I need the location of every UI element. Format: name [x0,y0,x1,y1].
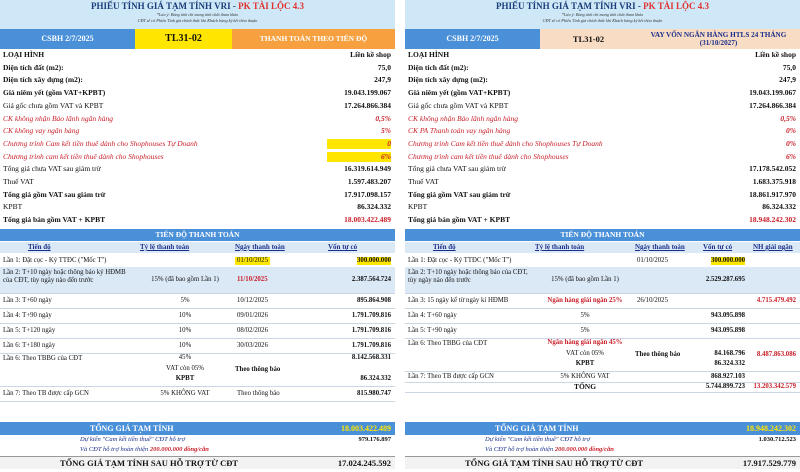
row-amount: 868.927.103 [711,372,745,380]
info-value: 18.003.422.489 [344,215,391,225]
support-value: 1.030.712.523 [758,436,796,443]
info-row [405,189,800,201]
schedule-title: TIẾN ĐỘ THANH TOÁN [0,229,395,241]
info-value: 6% [786,151,796,161]
sheet-title: PHIẾU TÍNH GIÁ TẠM TÍNH VRI - PK TÀI LỘC 4.3 [91,1,304,11]
info-label: Chương trình cam kết tiền thuê dành cho Shophouses [3,151,164,161]
schedule-row [0,254,395,268]
right-quote-sheet [405,0,800,472]
schedule-row [405,254,800,268]
row-ratio: Ngân hàng giải ngân 25% [547,296,623,304]
note-line-2: CĐT sẽ có Phiếu Tính giá chính thức khi Khách hàng ký kết thỏa thuận [137,17,258,23]
fitout-amount: 200.000.000 đồng/căn [554,446,614,453]
row-date: 10/12/2025 [237,296,268,304]
info-label: Chương trình Cam kết tiền thuê dành cho Shophouses Tự Doanh [3,138,198,148]
info-row [0,201,395,213]
info-row [0,100,395,112]
info-row [0,189,395,201]
total-band [0,422,395,435]
header-stage: Tiến độ [433,243,456,251]
grand-total-value: 17.917.529.779 [742,458,796,468]
row-ratio: 5% [580,311,590,319]
support-note [0,435,395,445]
info-value: 247,9 [374,75,391,85]
schedule-row [405,308,800,324]
row-stage: Lần 2: T+10 ngày hoặc thông báo của CĐT, tùy ngày nào đến trước [408,269,528,284]
info-label: CK không vay ngân hàng [3,126,80,136]
unit-code: TL31-02 [540,29,637,49]
row-date: Theo thông báo [635,350,681,358]
row-ratio: Ngân hàng giải ngân 45% [547,339,623,346]
info-value: 75,0 [782,62,796,72]
info-row [0,113,395,125]
row-ratio: 5% KHÔNG VAT [560,372,610,380]
row-date: 11/10/2025 [237,276,268,283]
info-row [405,100,800,112]
row-loan: 8.487.863.086 [756,350,796,358]
info-row [405,74,800,86]
note-line-2: CĐT sẽ có Phiếu Tính giá chính thức khi Khách hàng ký kết thỏa thuận [542,17,663,23]
row-stage: Lần 2: T+10 ngày hoặc thông báo ký HĐMB của CĐT, tùy ngày nào đến trước [3,269,126,284]
info-label: Tổng giá chưa VAT sau giảm trừ [408,164,506,174]
sheet-title: PHIẾU TÍNH GIÁ TẠM TÍNH VRI - PK TÀI LỘC 4.3 [496,1,709,11]
row-ratio: 15% (đã bao gồm Lần 1) [551,276,619,283]
info-row [0,214,395,226]
info-value: 17.178.542.052 [749,164,796,174]
info-value: 17.264.866.384 [749,100,796,110]
row-ratio: 5% [580,326,590,334]
row-ratio: TỔNG [573,382,597,391]
row-stage: Lần 7: Theo TB được cấp GCN [408,372,494,380]
row-loan: 13.203.342.579 [753,383,796,390]
fitout-note [405,445,800,455]
row-ratio: 45% [178,354,192,361]
row-amount: 300.000.000 [357,256,391,264]
schedule-row [0,353,395,387]
info-label: Tổng giá bán gồm VAT + KPBT [3,215,106,225]
highlight-box [327,139,391,149]
row-date: 09/01/2026 [237,311,268,319]
row-amount: 2.529.287.695 [705,276,745,283]
row-amount: 815.980.747 [357,389,391,397]
info-value: 6% [381,151,391,161]
info-label: Diện tích xây dựng (m2): [408,75,488,85]
info-row [405,176,800,188]
row-stage: Lần 6: Theo TBBG của CĐT [408,340,488,347]
fitout-amount: 200.000.000 đồng/căn [149,446,209,453]
row-stage: Lần 7: Theo TB được cấp GCN [3,389,89,397]
info-label: Diện tích xây dựng (m2): [3,75,83,85]
row-stage: Lần 5: T+120 ngày [3,326,56,334]
info-value: 0% [786,138,796,148]
grand-total-value: 17.024.245.592 [337,458,391,468]
info-row [0,176,395,188]
schedule-row [0,386,395,402]
info-value: 247,9 [779,75,796,85]
info-label: Thuế VAT [3,177,34,186]
info-value: Liền kề shop [350,50,391,59]
fitout-note [0,445,395,455]
row-ratio: 5% KHÔNG VAT [160,389,210,397]
info-row [405,163,800,175]
row-ratio: 10% [178,341,192,349]
support-label: Dự kiến "Cam kết tiền thuê" CĐT hỗ trợ [485,436,591,443]
info-value: 17.917.098.157 [344,189,391,199]
schedule-row [405,267,800,294]
row-date: 08/02/2026 [237,326,268,334]
info-row [0,62,395,74]
project-name: PK TÀI LỘC 4.3 [643,1,709,11]
row-date: Theo thông báo [235,365,281,373]
schedule-row [0,338,395,354]
info-value: 86.324.332 [357,202,391,212]
info-row [405,138,800,150]
info-value: 17.264.866.384 [344,100,391,110]
info-row [0,87,395,99]
row-amount: 943.095.898 [711,311,745,319]
info-row [0,74,395,86]
left-quote-sheet [0,0,395,472]
info-row [405,62,800,74]
info-row [405,151,800,163]
sheet-header [0,0,395,29]
total-band [405,422,800,435]
info-row [405,201,800,213]
row-stage: Lần 4: T+60 ngày [408,311,457,319]
payment-plan: THANH TOÁN THEO TIẾN ĐỘ [232,29,395,49]
row-ratio: 5% [180,296,190,304]
row-date: 30/03/2026 [237,341,268,349]
info-label: Diện tích đất (m2): [3,62,64,72]
row-amount: 5.744.899.723 [705,383,745,390]
info-label: Giá niêm yết (gồm VAT+KPBT) [408,88,511,98]
info-value: 0,5% [375,113,391,123]
row-amount: 1.791.709.816 [351,341,391,349]
sheet-bar [0,29,395,49]
row-amount: 895.864.908 [357,296,391,304]
info-row [0,49,395,61]
info-value: 18.948.242.302 [749,215,796,225]
row-ratio-kpbt: KPBT [575,360,595,367]
header-amount: Vốn tự có [703,243,733,251]
info-label: Diện tích đất (m2): [408,62,469,72]
sheet-header [405,0,800,29]
info-label: CK PA Thanh toán vay ngân hàng [408,126,511,136]
schedule-row [405,323,800,339]
row-loan: 4.715.479.492 [756,296,796,304]
info-label: Chương trình cam kết tiền thuê dành cho Shophouses [408,151,569,161]
project-name: PK TÀI LỘC 4.3 [238,1,304,11]
row-date: 01/10/2025 [637,256,668,264]
row-stage: Lần 5: T+90 ngày [408,326,457,334]
total-label: TỔNG GIÁ TẠM TÍNH [495,424,579,433]
header-ratio: Tỷ lệ thanh toán [140,243,190,251]
row-stage: Lần 3: T+60 ngày [3,296,52,304]
info-label: Giá niêm yết (gồm VAT+KPBT) [3,88,106,98]
note-line-1: *Lưu ý: Bảng tính chỉ mang tính chất tham khảo [156,12,239,17]
sheet-bar [405,29,800,49]
grand-total [0,456,395,469]
info-value: 86.324.332 [762,202,796,212]
schedule-row [405,293,800,309]
header-amount: Vốn tự có [328,243,358,251]
row-stage: Lần 3: 15 ngày kể từ ngày kí HĐMB [408,296,509,304]
row-stage: Lần 6: T+180 ngày [3,341,56,349]
row-amount: 8.142.568.331 [351,354,391,361]
support-label: Dự kiến "Cam kết tiền thuê" CĐT hỗ trợ [80,436,186,443]
schedule-header [405,242,800,253]
info-value: 0 [387,138,391,148]
row-amount-kpbt: 86.324.332 [360,375,391,382]
fitout-label [485,445,614,455]
header-ratio: Tỷ lệ thanh toán [535,243,585,251]
total-label: TỔNG GIÁ TẠM TÍNH [90,424,174,433]
info-value: 5% [381,126,391,136]
info-row [405,87,800,99]
info-value: 0,5% [780,113,796,123]
row-ratio-vat: VAT còn 05% [566,350,604,357]
note-line-1: *Lưu ý: Bảng tính chỉ mang tính chất tham khảo [561,12,644,17]
info-value: 19.043.199.067 [749,88,796,98]
info-label: Giá gốc chưa gồm VAT và KPBT [3,100,104,110]
row-ratio: 10% [178,326,192,334]
header-stage: Tiến độ [28,243,51,251]
info-label: Giá gốc chưa gồm VAT và KPBT [408,100,509,110]
info-value: 1.683.375.918 [752,177,796,186]
grand-total [405,456,800,469]
info-label: LOẠI HÌNH [408,50,450,59]
info-value: 18.861.917.970 [749,189,796,199]
grand-total-label: TỔNG GIÁ TẠM TÍNH SAU HỖ TRỢ TỪ CĐT [60,458,239,468]
info-label: Tổng giá bán gồm VAT + KPBT [408,215,511,225]
schedule-title: TIẾN ĐỘ THANH TOÁN [405,229,800,241]
info-value: Liền kề shop [755,50,796,59]
schedule-header [0,242,395,253]
support-note [405,435,800,445]
row-amount: 300.000.000 [711,256,745,264]
info-value: 0% [786,126,796,136]
info-value: 19.043.199.067 [344,88,391,98]
info-label: KPBT [3,202,23,212]
row-date: Theo thông báo [237,389,280,397]
info-value: 75,0 [377,62,391,72]
row-amount: 2.387.564.724 [351,276,391,283]
info-label: Tổng giá gồm VAT sau giảm trừ [3,189,106,199]
info-label: Chương trình Cam kết tiền thuê dành cho Shophouses Tự Doanh [408,138,603,148]
row-ratio-kpbt: KPBT [175,375,195,382]
info-row [0,138,395,150]
row-stage: Lần 1: Đặt cọc - Ký TTĐC ("Mốc T") [3,256,107,264]
info-row [405,113,800,125]
row-amount-kpbt: 86.324.332 [714,360,745,367]
row-amount: 1.791.709.816 [351,326,391,334]
info-value: 1.597.483.207 [347,177,391,186]
info-label: CK không nhận Bảo lãnh ngân hàng [3,113,113,123]
info-row [0,151,395,163]
total-value: 18.948.242.302 [746,424,796,433]
csbh-label: CSBH 2/7/2025 [446,34,499,43]
row-stage: Lần 1: Đặt cọc - Ký TTĐC ("Mốc T") [408,256,512,264]
schedule-row [405,338,800,372]
schedule-row [0,323,395,339]
payment-plan: VAY VỐN NGÂN HÀNG HTLS 24 THÁNG (31/10/2027) [637,29,800,49]
info-label: LOẠI HÌNH [3,50,45,59]
info-label: Tổng giá gồm VAT sau giảm trừ [408,189,511,199]
info-row [405,214,800,226]
header-date: Ngày thanh toán [235,243,285,251]
row-stage: Lần 6: Theo TBBG của CĐT [3,355,83,362]
support-value: 979.176.897 [358,436,391,443]
row-ratio-vat: VAT còn 05% [166,365,204,372]
info-row [0,163,395,175]
info-label: CK không nhận Bảo lãnh ngân hàng [408,113,518,123]
info-label: KPBT [408,202,428,212]
fitout-prefix: Và CĐT hỗ trợ hoàn thiện [485,446,555,453]
row-ratio: 10% [178,311,192,319]
info-row [405,49,800,61]
header-loan: NH giải ngân [753,243,793,251]
row-amount: 1.791.709.816 [351,311,391,319]
row-amount: 943.095.898 [711,326,745,334]
csbh-label: CSBH 2/7/2025 [41,34,94,43]
schedule-row [0,293,395,309]
info-label: Tổng giá chưa VAT sau giảm trừ [3,164,101,174]
row-date: 01/10/2025 [237,256,268,264]
fitout-prefix: Và CĐT hỗ trợ hoàn thiện [80,446,150,453]
info-row [405,125,800,137]
header-date: Ngày thanh toán [635,243,685,251]
schedule-row [0,308,395,324]
total-value: 18.003.422.489 [341,424,391,433]
info-row [0,125,395,137]
unit-code: TL31-02 [135,29,232,49]
row-stage: Lần 4: T+90 ngày [3,311,52,319]
row-date: 26/10/2025 [637,296,668,304]
row-ratio: 15% (đã bao gồm Lần 1) [151,276,219,283]
grand-total-label: TỔNG GIÁ TẠM TÍNH SAU HỖ TRỢ TỪ CĐT [465,458,644,468]
schedule-row [0,267,395,294]
fitout-label [80,445,209,455]
info-label: Thuế VAT [408,177,439,186]
schedule-row [405,382,800,393]
row-amount-vat: 84.168.796 [714,350,745,357]
info-value: 16.319.614.949 [344,164,391,174]
